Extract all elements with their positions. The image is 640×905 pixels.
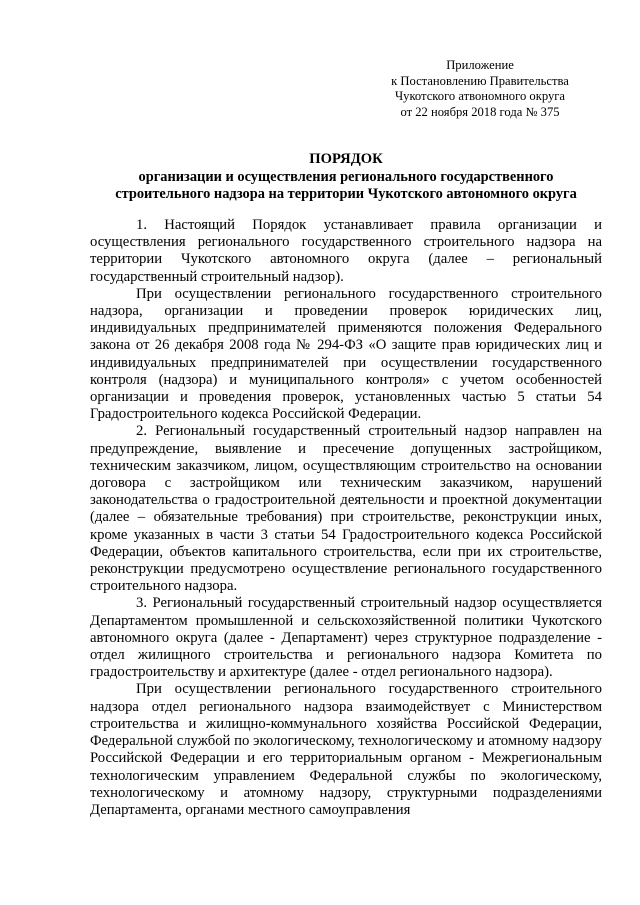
paragraph-1: 1. Настоящий Порядок устанавливает правила организации и осуществления регионального государственного строительного надзора на территории Чукотского автономного округа (далее – региональный государственный строительный надзор). xyxy=(90,217,602,285)
paragraph-3: 2. Региональный государственный строительный надзор направлен на предупреждение, выявление и пресечение допущенных застройщиком, техническим заказчиком, лицом, осуществляющим строительство на основании договора с застройщиком или техническим заказчиком, нарушений законодательства о градостроительной деятельности и проектной документации (далее – обязательные требования) при строительстве, реконструкции иных, кроме указанных в части 3 статьи 54 Градостроительного кодекса Российской Федерации, объектов капитального строительства, если при их строительстве, реконструкции предусмотрено осуществление регионального государственного строительного надзора. xyxy=(90,423,602,595)
paragraph-5: При осуществлении регионального государственного строительного надзора отдел регионального надзора взаимодействует с Министерством строительства и жилищно-коммунального хозяйства Российской Федерации, Федеральной службой по экологическому, технологическому и атомному надзору Российской Федерации и его территориальным органом - Межрегиональным технологическим управлением Федеральной службы по экологическому, технологическому и атомному надзору, структурными подразделениями Департамента, органами местного самоуправления xyxy=(90,681,602,818)
appendix-header xyxy=(360,58,600,120)
appendix-region: Чукотского атвономного округа xyxy=(394,89,566,103)
paragraph-4: 3. Региональный государственный строительный надзор осуществляется Департаментом промышленной и сельскохозяйственной политики Чукотского автономного округа (далее - Департамент) через структурное подразделение - отдел жилищного строительства и регионального надзора Комитета по градостроительству и архитектуре (далее - отдел регионального надзора). xyxy=(90,595,602,681)
document-body xyxy=(90,217,602,819)
appendix-resolution: к Постановлению Правительства xyxy=(391,73,569,88)
title-line-2: строительного надзора на территории Чукотского автономного округа xyxy=(115,186,577,202)
appendix-label: Приложение xyxy=(446,58,514,72)
appendix-date-number: от 22 ноября 2018 года № 375 xyxy=(400,104,560,119)
paragraph-2: При осуществлении регионального государственного строительного надзора, организации и проведении проверок юридических лиц, индивидуальных предпринимателей применяются положения Федерального закона от 26 декабря 2008 года № 294-ФЗ «О защите прав юридических лиц и индивидуальных предпринимателей при осуществлении государственного контроля (надзора) и муниципального контроля» с учетом особенностей организации и проведения проверок, установленных частью 5 статьи 54 Градостроительного кодекса Российской Федерации. xyxy=(90,285,602,423)
title-heading: ПОРЯДОК xyxy=(309,151,383,167)
document-title xyxy=(90,151,602,204)
title-line-1: организации и осуществления регионального государственного xyxy=(138,168,554,185)
